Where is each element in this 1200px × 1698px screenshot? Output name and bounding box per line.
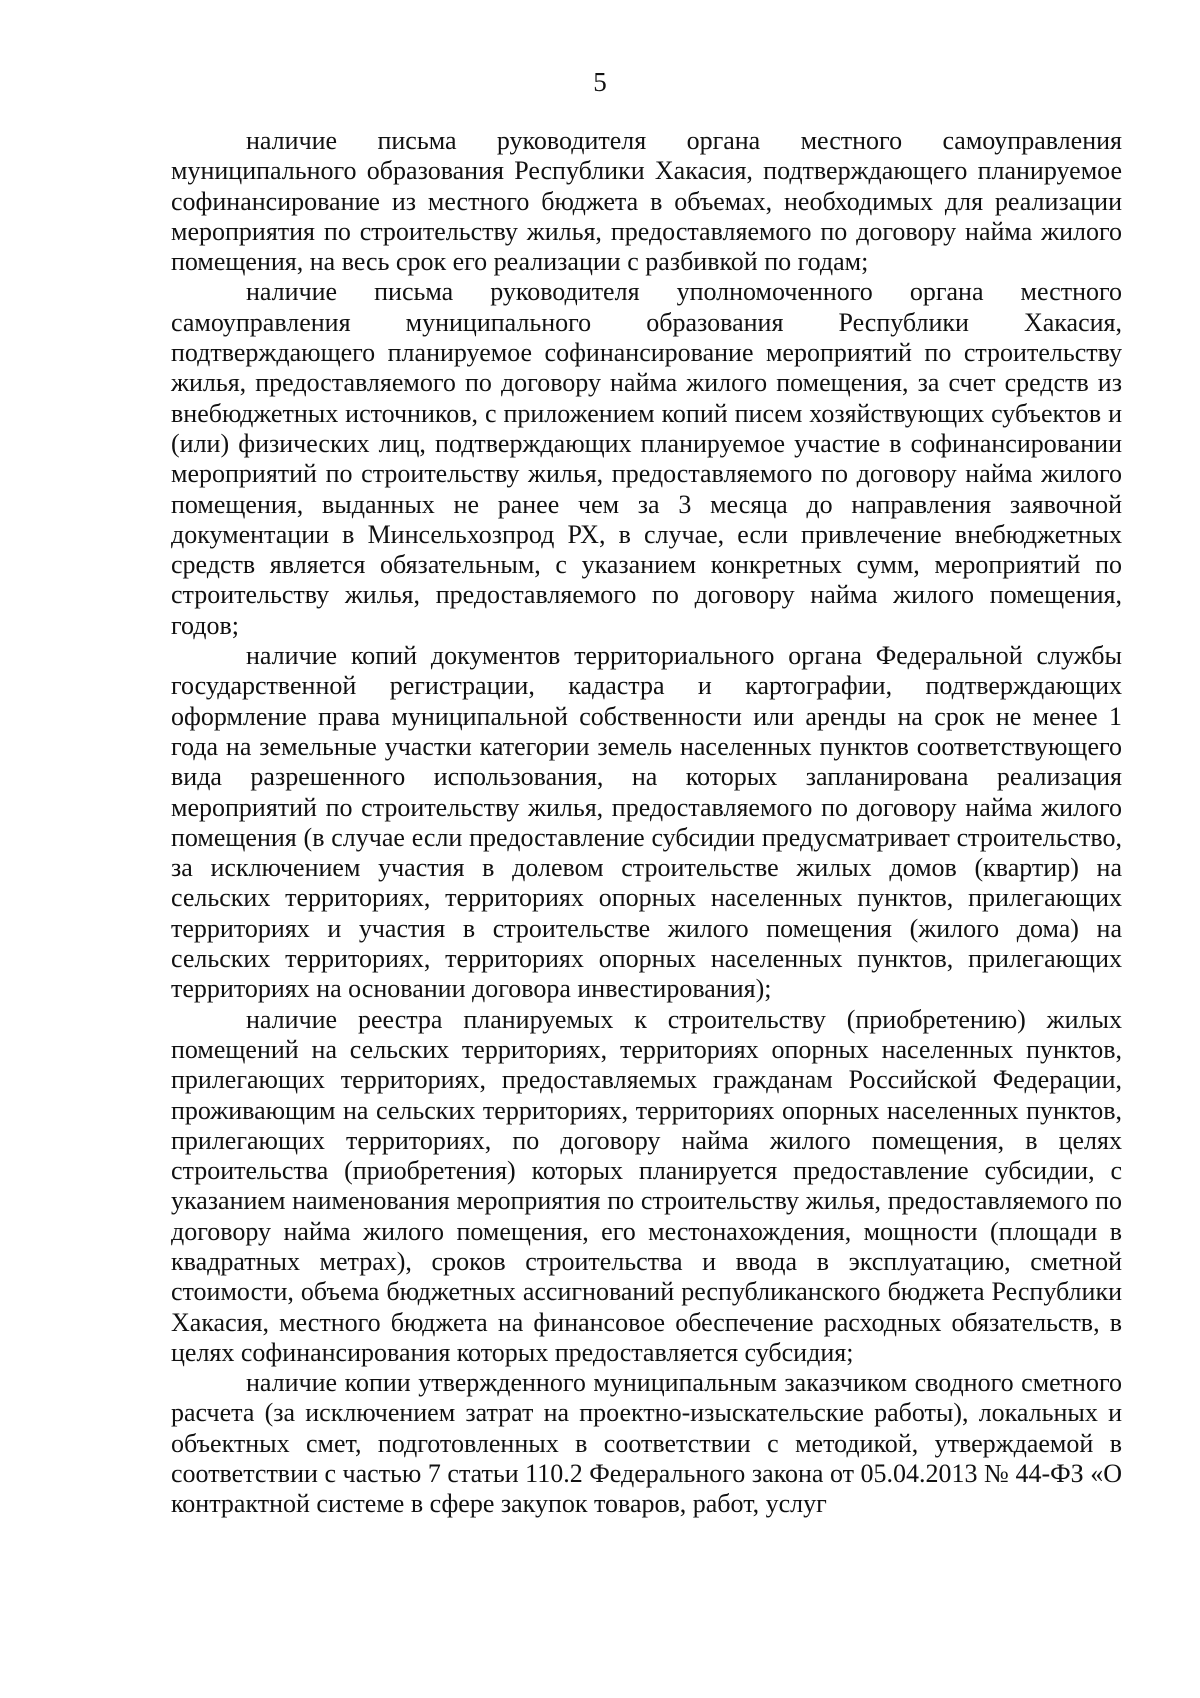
- paragraph-letter-extrabudgetary-sources: наличие письма руководителя уполномоченного органа местного самоуправления муниципального образования Республики Хакасия, подтверждающего планируемое софинансирование мероприятий по строительству жилья, предоставляемого по договору найма жилого помещения, за счет средств из внебюджетных источников, с приложением копий писем хозяйствующих субъектов и (или) физических лиц, подтверждающих планируемое участие в софинансировании мероприятий по строительству жилья, предоставляемого по договору найма жилого помещения, выданных не ранее чем за 3 месяца до направления заявочной документации в Минсельхозпрод РХ, в случае, если привлечение внебюджетных средств является обязательным, с указанием конкретных сумм, мероприятий по строительству жилья, предоставляемого по договору найма жилого помещения, годов;: [171, 277, 1122, 640]
- paragraph-housing-registry: наличие реестра планируемых к строительству (приобретению) жилых помещений на сельских территориях, территориях опорных населенных пунктов, прилегающих территориях, предоставляемых гражданам Российской Федерации, проживающим на сельских территориях, территориях опорных населенных пунктов, прилегающих территориях, по договору найма жилого помещения, в целях строительства (приобретения) которых планируется предоставление субсидии, с указанием наименования мероприятия по строительству жилья, предоставляемого по договору найма жилого помещения, его местонахождения, мощности (площади в квадратных метрах), сроков строительства и ввода в эксплуатацию, сметной стоимости, объема бюджетных ассигнований республиканского бюджета Республики Хакасия, местного бюджета на финансовое обеспечение расходных обязательств, в целях софинансирования которых предоставляется субсидия;: [171, 1004, 1122, 1367]
- document-body: [171, 126, 1122, 1520]
- page-number: 5: [593, 67, 607, 97]
- paragraph-land-registration-documents: наличие копий документов территориального органа Федеральной службы государственной регистрации, кадастра и картографии, подтверждающих оформление права муниципальной собственности или аренды на срок не менее 1 года на земельные участки категории земель населенных пунктов соответствующего вида разрешенного использования, на которых запланирована реализация мероприятий по строительству жилья, предоставляемого по договору найма жилого помещения (в случае если предоставление субсидии предусматривает строительство, за исключением участия в долевом строительстве жилых домов (квартир) на сельских территориях, территориях опорных населенных пунктов, прилегающих территориях и участия в строительстве жилого помещения (жилого дома) на сельских территориях, территориях опорных населенных пунктов, прилегающих территориях на основании договора инвестирования);: [171, 641, 1122, 1004]
- paragraph-letter-local-government: наличие письма руководителя органа местного самоуправления муниципального образования Республики Хакасия, подтверждающего планируемое софинансирование из местного бюджета в объемах, необходимых для реализации мероприятия по строительству жилья, предоставляемого по договору найма жилого помещения, на весь срок его реализации с разбивкой по годам;: [171, 126, 1122, 277]
- paragraph-estimate-copy: наличие копии утвержденного муниципальным заказчиком сводного сметного расчета (за исключением затрат на проектно-изыскательские работы), локальных и объектных смет, подготовленных в соответствии с методикой, утверждаемой в соответствии с частью 7 статьи 110.2 Федерального закона от 05.04.2013 № 44-ФЗ «О контрактной системе в сфере закупок товаров, работ, услуг: [171, 1368, 1122, 1519]
